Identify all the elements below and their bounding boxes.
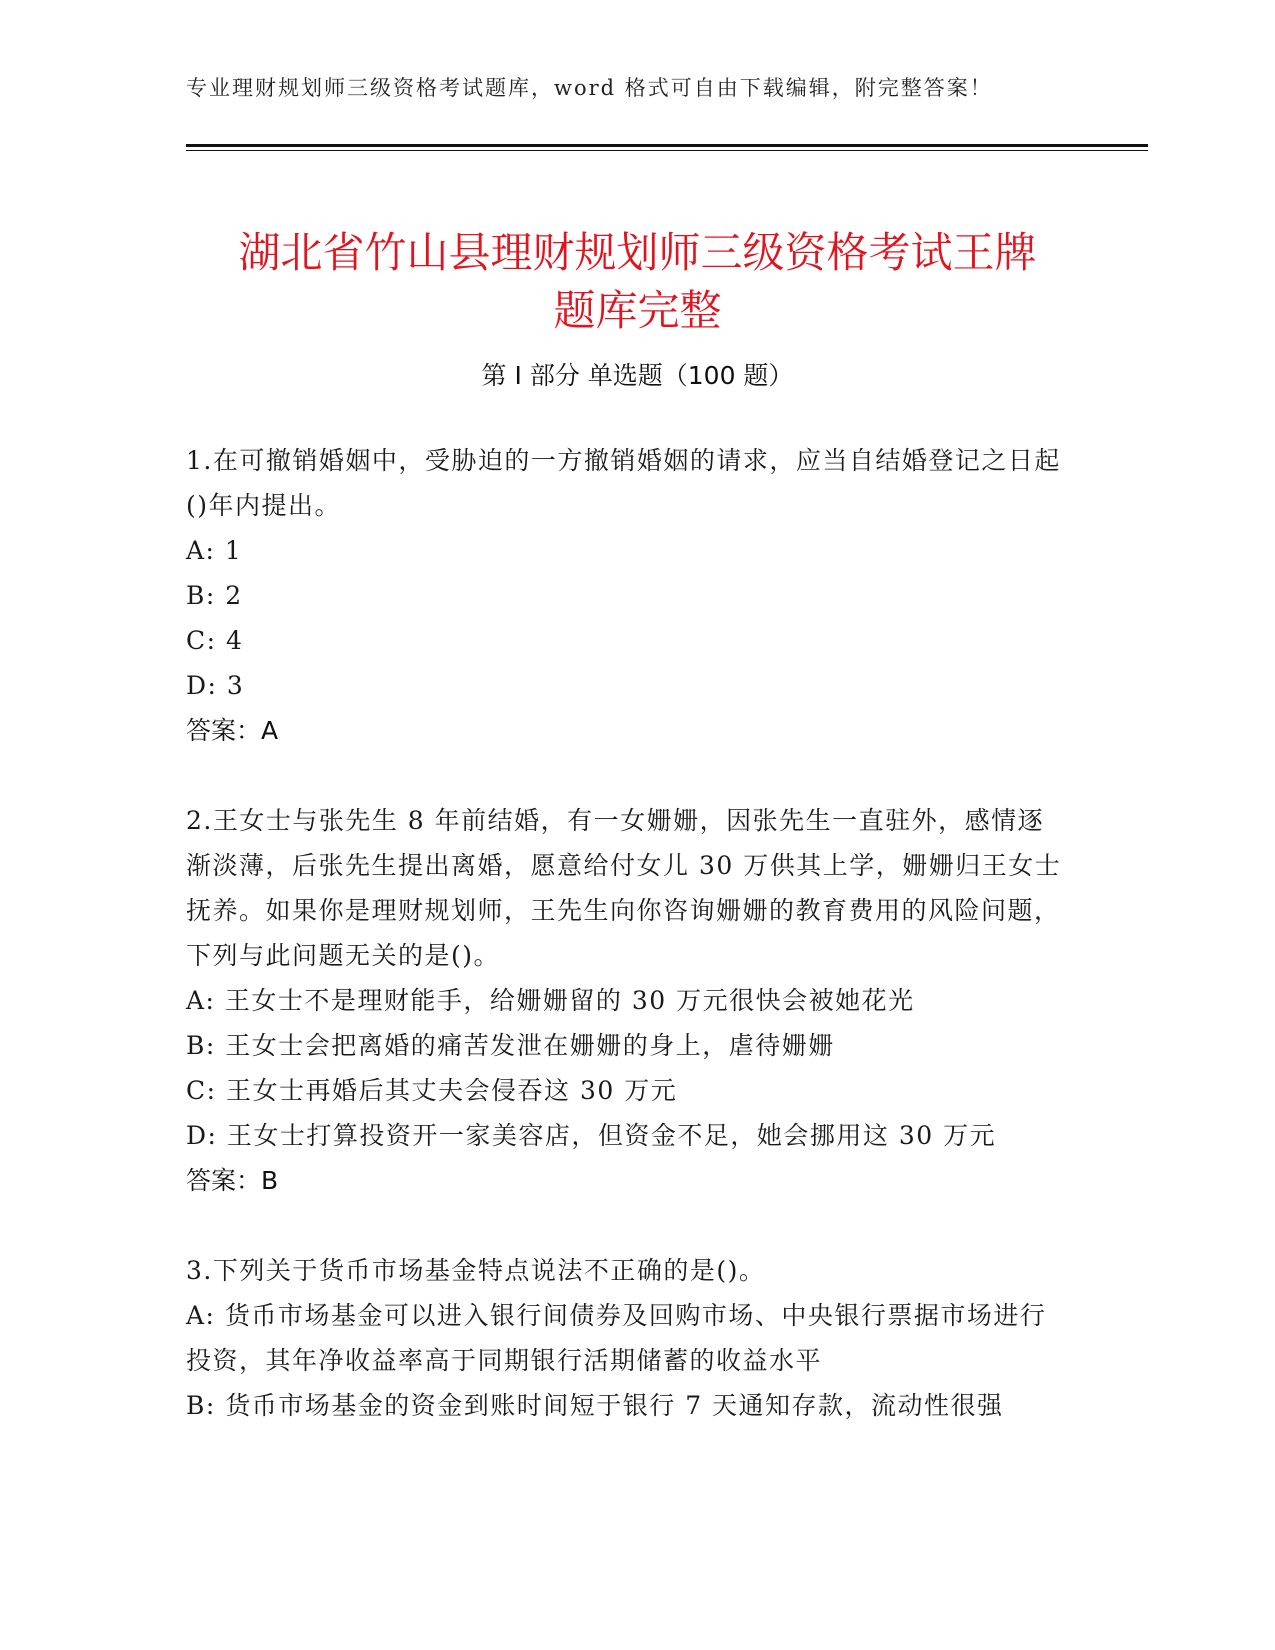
option-c: C: 王女士再婚后其丈夫会侵吞这 30 万元 — [186, 1076, 678, 1105]
option-c: C: 4 — [186, 626, 244, 655]
part-heading: 第 I 部分 单选题（100 题） — [481, 361, 794, 390]
question-2 — [186, 798, 1066, 1203]
option-b: B: 货币市场基金的资金到账时间短于银行 7 天通知存款，流动性很强 — [186, 1391, 1004, 1420]
question-3 — [186, 1248, 1066, 1428]
header-rule-thin — [186, 150, 1148, 151]
question-1 — [186, 438, 1066, 753]
document-title — [150, 224, 1125, 340]
answer-line: 答案：B — [186, 1166, 279, 1195]
header-note: 专业理财规划师三级资格考试题库，word 格式可自由下载编辑，附完整答案！ — [186, 76, 993, 100]
option-a: A: 王女士不是理财能手，给姗姗留的 30 万元很快会被她花光 — [186, 986, 915, 1015]
option-d: D: 3 — [186, 671, 245, 700]
question-stem: 2.王女士与张先生 8 年前结婚，有一女姗姗，因张先生一直驻外，感情逐渐淡薄，后张先生提出离婚，愿意给付女儿 30 万供其上学，姗姗归王女士抚养。如果你是理财规划师，王先生向你咨询姗姗的教育费用的风险问题，下列与此问题无关的是()。 — [186, 806, 1062, 970]
header-rule-thick — [186, 144, 1148, 147]
option-a: A: 货币市场基金可以进入银行间债券及回购市场、中央银行票据市场进行投资，其年净收益率高于同期银行活期储蓄的收益水平 — [186, 1301, 1047, 1375]
option-d: D: 王女士打算投资开一家美容店，但资金不足，她会挪用这 30 万元 — [186, 1121, 997, 1150]
option-b: B: 2 — [186, 581, 243, 610]
question-list — [186, 438, 1066, 1473]
answer-line: 答案：A — [186, 716, 279, 745]
document-title-line-1: 湖北省竹山县理财规划师三级资格考试王牌 — [238, 228, 1037, 278]
option-a: A: 1 — [186, 536, 243, 565]
question-stem: 1.在可撤销婚姻中，受胁迫的一方撤销婚姻的请求，应当自结婚登记之日起()年内提出。 — [186, 446, 1061, 520]
question-stem: 3.下列关于货币市场基金特点说法不正确的是()。 — [186, 1256, 766, 1285]
document-title-line-2: 题库完整 — [553, 286, 722, 336]
option-b: B: 王女士会把离婚的痛苦发泄在姗姗的身上，虐待姗姗 — [186, 1031, 835, 1060]
